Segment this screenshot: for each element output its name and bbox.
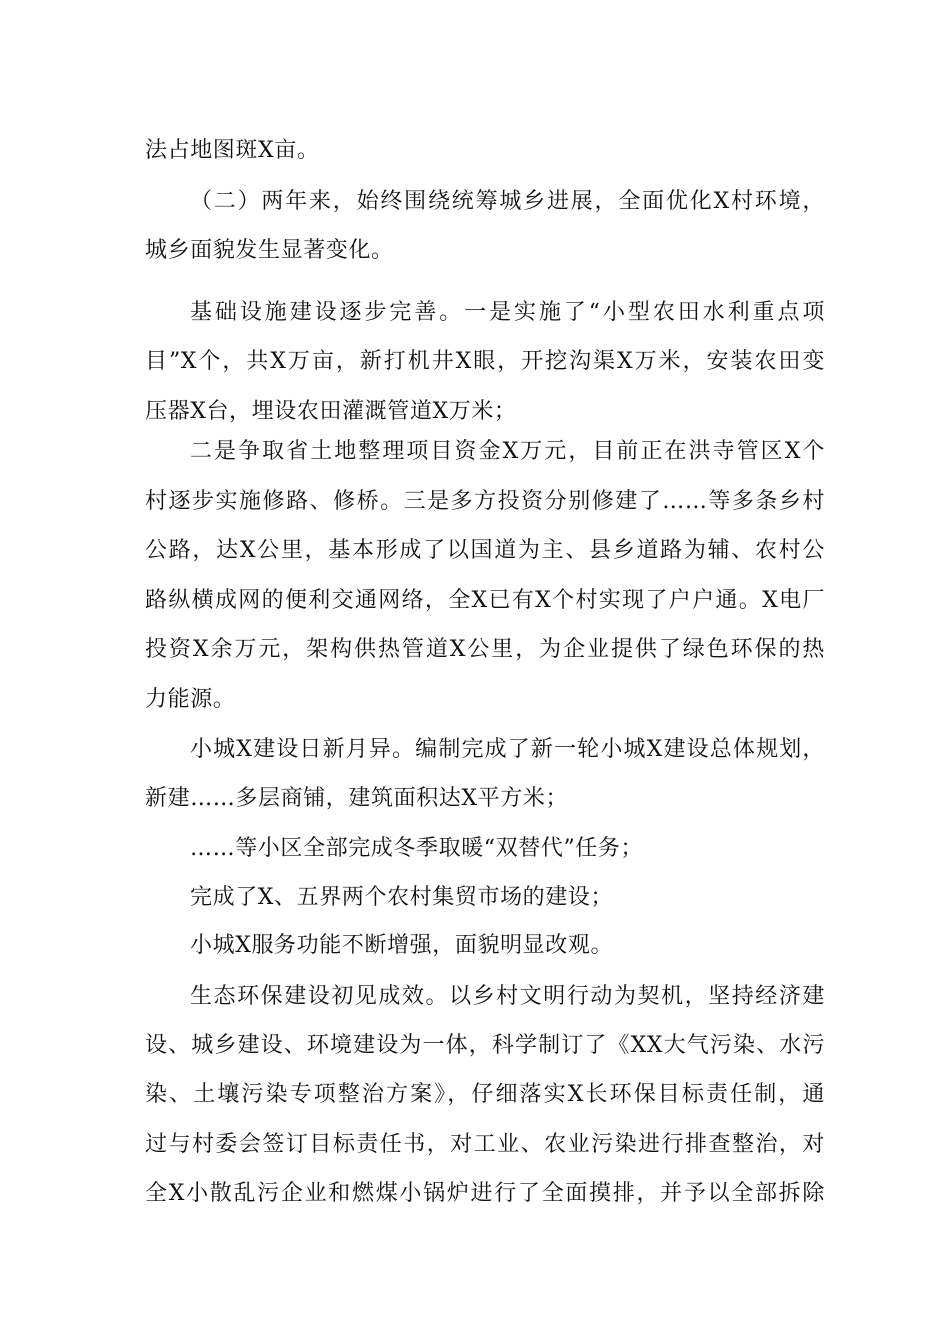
- section-heading-line: 城乡面貌发生显著变化。: [145, 238, 394, 263]
- text-line: 公路，达X公里，基本形成了以国道为主、县乡道路为辅、农村公: [145, 538, 825, 563]
- text-line: 完成了X、五界两个农村集贸市场的建设；: [190, 885, 614, 910]
- text-line: 村逐步实施修路、修桥。三是多方投资分别修建了……等多条乡村: [145, 489, 825, 514]
- text-line: 力能源。: [145, 687, 236, 712]
- text-line: 生态环保建设初见成效。以乡村文明行动为契机，坚持经济建: [190, 984, 825, 1009]
- section-heading-line: （二）两年来，始终围绕统筹城乡进展，全面优化X村环境，: [190, 189, 825, 214]
- text-line: 设、城乡建设、环境建设为一体，科学制订了《XX大气污染、水污: [145, 1033, 825, 1058]
- text-line: 全X小散乱污企业和燃煤小锅炉进行了全面摸排，并予以全部拆除: [145, 1181, 825, 1206]
- text-line: 小城X建设日新月异。编制完成了新一轮小城X建设总体规划，: [190, 737, 825, 762]
- text-line: 新建……多层商铺，建筑面积达X平方米；: [145, 786, 569, 811]
- text-line: 小城X服务功能不断增强，面貌明显改观。: [190, 933, 614, 958]
- text-line: 投资X余万元，架构供热管道X公里，为企业提供了绿色环保的热: [145, 637, 825, 662]
- text-line: 目”X个，共X万亩，新打机井X眼，开挖沟渠X万米，安装农田变: [145, 349, 825, 374]
- text-line: ……等小区全部完成冬季取暖“双替代”任务；: [190, 836, 644, 861]
- text-line: 压器X台，埋设农田灌溉管道X万米；: [145, 399, 517, 424]
- text-line: 法占地图斑X亩。: [145, 138, 320, 163]
- text-line: 过与村委会签订目标责任书，对工业、农业污染进行排查整治，对: [145, 1132, 825, 1157]
- text-line: 路纵横成网的便利交通网络，全X已有X个村实现了户户通。X电厂: [145, 588, 825, 613]
- text-line: 基础设施建设逐步完善。一是实施了“小型农田水利重点项: [190, 300, 825, 325]
- text-line: 染、土壤污染专项整治方案》，仔细落实X长环保目标责任制，通: [145, 1082, 825, 1107]
- text-line: 二是争取省土地整理项目资金X万元，目前正在洪寺管区X个: [190, 439, 825, 464]
